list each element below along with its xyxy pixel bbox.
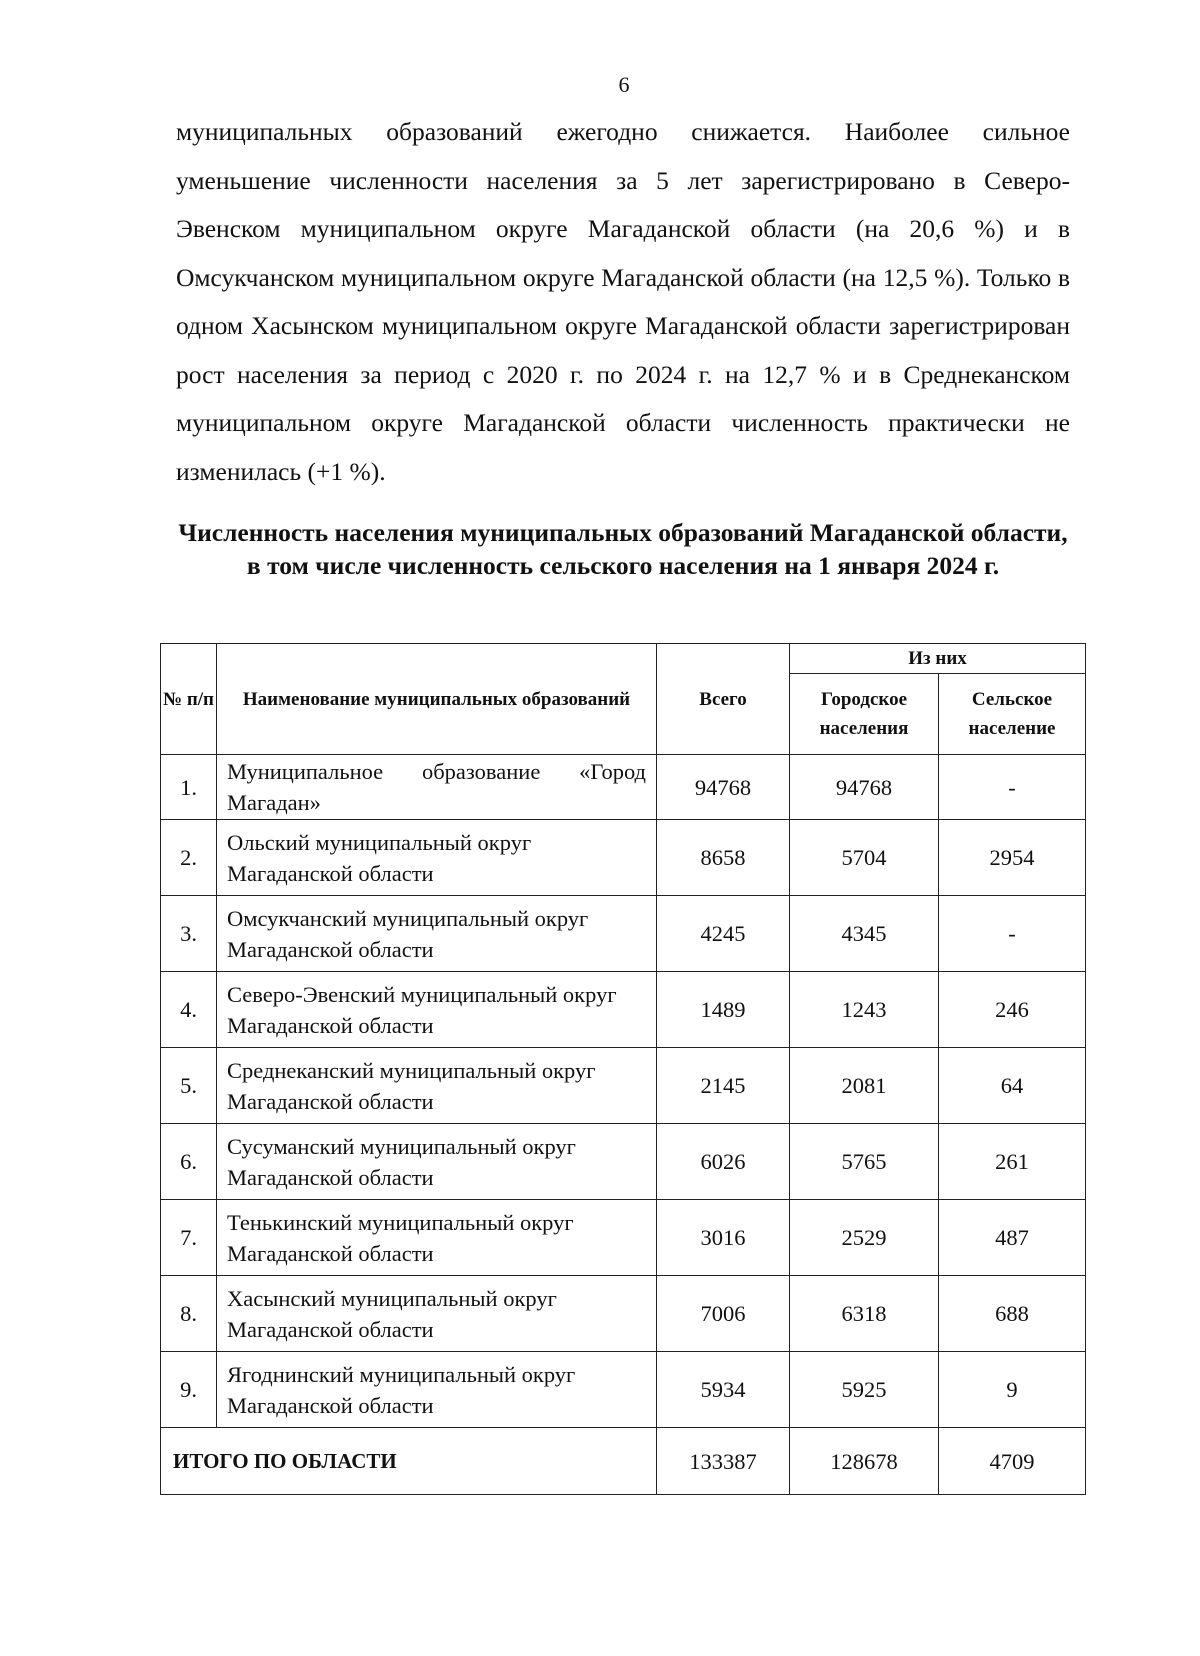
body-text [176,108,1070,496]
row-total: 94768 [657,755,790,820]
table-row [161,820,1086,896]
row-num: 1. [161,755,217,820]
table-row [161,972,1086,1048]
row-name: Хасынский муниципальный округ Магаданской области [217,1276,657,1352]
total-label: ИТОГО ПО ОБЛАСТИ [161,1428,657,1495]
row-num: 9. [161,1352,217,1428]
header-urban: Городское населения [790,674,939,755]
row-total: 3016 [657,1200,790,1276]
row-name: Омсукчанский муниципальный округ Магаданской области [217,896,657,972]
page-number: 6 [618,72,630,97]
row-urban: 2529 [790,1200,939,1276]
row-total: 6026 [657,1124,790,1200]
row-name: Северо-Эвенский муниципальный округ Магаданской области [217,972,657,1048]
row-total: 1489 [657,972,790,1048]
row-num: 6. [161,1124,217,1200]
row-urban: 5704 [790,820,939,896]
row-rural: 64 [939,1048,1086,1124]
row-total: 4245 [657,896,790,972]
population-table-container [160,643,1086,1495]
row-urban: 6318 [790,1276,939,1352]
row-urban: 94768 [790,755,939,820]
header-total: Всего [657,644,790,755]
row-num: 3. [161,896,217,972]
table-header-row [161,644,1086,674]
body-paragraph: муниципальных образований ежегодно снижается. Наиболее сильное уменьшение численности населения за 5 лет зарегистрировано в Северо-Эвенском муниципальном округе Магаданской области (на 20,6 %) и в Омсукчанском муниципальном округе Магаданской области (на 12,5 %). Только в одном Хасынском муниципальном округе Магаданской области зарегистрирован рост населения за период с 2020 г. по 2024 г. на 12,7 % и в Среднеканском муниципальном округе Магаданской области численность практически не изменилась (+1 %). [176,117,1070,486]
total-urban: 128678 [790,1428,939,1495]
row-name: Ягоднинский муниципальный округ Магаданской области [217,1352,657,1428]
row-rural: 2954 [939,820,1086,896]
row-name: Среднеканский муниципальный округ Магаданской области [217,1048,657,1124]
row-name: Ольский муниципальный округ Магаданской области [217,820,657,896]
row-total: 7006 [657,1276,790,1352]
table-row [161,1048,1086,1124]
row-total: 2145 [657,1048,790,1124]
row-name: Сусуманский муниципальный округ Магаданской области [217,1124,657,1200]
row-rural: 246 [939,972,1086,1048]
table-row [161,1124,1086,1200]
row-total: 5934 [657,1352,790,1428]
row-num: 2. [161,820,217,896]
row-num: 4. [161,972,217,1048]
row-num: 8. [161,1276,217,1352]
population-table [160,643,1086,1495]
row-num: 5. [161,1048,217,1124]
row-rural: 261 [939,1124,1086,1200]
row-rural: 487 [939,1200,1086,1276]
table-row [161,896,1086,972]
header-name: Наименование муниципальных образований [217,644,657,755]
table-total-row [161,1428,1086,1495]
row-urban: 1243 [790,972,939,1048]
row-urban: 5925 [790,1352,939,1428]
row-rural: 688 [939,1276,1086,1352]
table-row [161,1352,1086,1428]
total-all: 133387 [657,1428,790,1495]
row-rural: - [939,755,1086,820]
row-rural: - [939,896,1086,972]
row-name: Муниципальное образование «Город Магадан» [217,755,657,820]
header-group: Из них [790,644,1086,674]
table-title: Численность населения муниципальных образований Магаданской области, в том числе численность сельского населения на 1 января 2024 г. [178,518,1068,580]
row-rural: 9 [939,1352,1086,1428]
table-row [161,1276,1086,1352]
table-row [161,755,1086,820]
row-urban: 5765 [790,1124,939,1200]
row-num: 7. [161,1200,217,1276]
row-urban: 2081 [790,1048,939,1124]
row-name: Тенькинский муниципальный округ Магаданской области [217,1200,657,1276]
total-rural: 4709 [939,1428,1086,1495]
header-num: № п/п [161,644,217,755]
header-rural: Сельское население [939,674,1086,755]
row-urban: 4345 [790,896,939,972]
row-total: 8658 [657,820,790,896]
table-row [161,1200,1086,1276]
